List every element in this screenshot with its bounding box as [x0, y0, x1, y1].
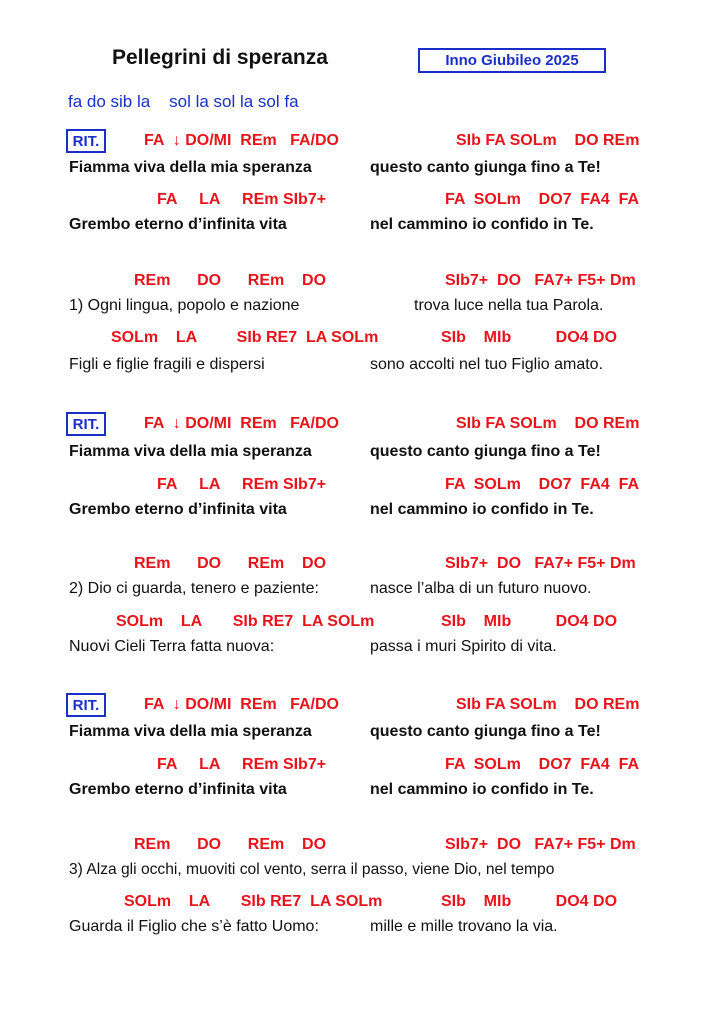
- refrain-label: RIT.: [66, 412, 106, 436]
- lyric-line: Grembo eterno d’infinita vita: [69, 781, 287, 798]
- lyric-line: Fiamma viva della mia speranza: [69, 723, 312, 740]
- chords-line: SIb7+ DO FA7+ F5+ Dm: [445, 555, 636, 572]
- lyric-line: sono accolti nel tuo Figlio amato.: [370, 356, 604, 373]
- chords-line: FA LA REm SIb7+: [157, 756, 327, 773]
- song-title: Pellegrini di speranza: [112, 46, 328, 69]
- chords-line: SIb7+ DO FA7+ F5+ Dm: [445, 272, 636, 289]
- chords-line: REm DO REm DO: [134, 272, 327, 289]
- lyric-line: 1) Ogni lingua, popolo e nazione: [69, 297, 300, 314]
- chords-line: FA LA REm SIb7+: [157, 191, 327, 208]
- lyric-line: Nuovi Cieli Terra fatta nuova:: [69, 638, 275, 655]
- intro-notes: fa do sib la sol la sol la sol fa: [68, 92, 299, 111]
- lyric-line: nel cammino io confido in Te.: [370, 216, 594, 233]
- lyric-line: mille e mille trovano la via.: [370, 918, 558, 935]
- chords-line: FA ↓ DO/MI REm FA/DO: [144, 415, 339, 432]
- lyric-line: trova luce nella tua Parola.: [414, 297, 604, 314]
- lyric-line: 3) Alza gli occhi, muoviti col vento, serra il passo, viene Dio, nel tempo: [69, 861, 555, 878]
- chords-line: SIb FA SOLm DO REm: [456, 696, 640, 713]
- chords-line: REm DO REm DO: [134, 836, 327, 853]
- chords-line: SOLm LA SIb RE7 LA SOLm: [116, 613, 375, 630]
- lyric-line: passa i muri Spirito di vita.: [370, 638, 557, 655]
- chords-line: FA ↓ DO/MI REm FA/DO: [144, 696, 339, 713]
- lyric-line: nel cammino io confido in Te.: [370, 781, 594, 798]
- lyric-line: questo canto giunga fino a Te!: [370, 443, 601, 460]
- lyric-line: Fiamma viva della mia speranza: [69, 443, 312, 460]
- chords-line: FA SOLm DO7 FA4 FA: [445, 191, 640, 208]
- refrain-label: RIT.: [66, 693, 106, 717]
- chords-line: SOLm LA SIb RE7 LA SOLm: [111, 329, 379, 346]
- chords-line: SIb MIb DO4 DO: [441, 329, 618, 346]
- chords-line: SIb MIb DO4 DO: [441, 613, 618, 630]
- lyric-line: 2) Dio ci guarda, tenero e paziente:: [69, 580, 319, 597]
- lyric-line: nel cammino io confido in Te.: [370, 501, 594, 518]
- lyric-line: Figli e figlie fragili e dispersi: [69, 356, 265, 373]
- lyric-line: questo canto giunga fino a Te!: [370, 723, 601, 740]
- chords-line: SIb7+ DO FA7+ F5+ Dm: [445, 836, 636, 853]
- lyric-line: Guarda il Figlio che s’è fatto Uomo:: [69, 918, 319, 935]
- lyric-line: nasce l’alba di un futuro nuovo.: [370, 580, 592, 597]
- chords-line: REm DO REm DO: [134, 555, 327, 572]
- chords-line: FA SOLm DO7 FA4 FA: [445, 476, 640, 493]
- chords-line: FA ↓ DO/MI REm FA/DO: [144, 132, 339, 149]
- chords-line: SIb FA SOLm DO REm: [456, 415, 640, 432]
- hymn-label-box: Inno Giubileo 2025: [418, 48, 606, 73]
- lyric-line: Grembo eterno d’infinita vita: [69, 501, 287, 518]
- lyric-line: Grembo eterno d’infinita vita: [69, 216, 287, 233]
- lyric-line: Fiamma viva della mia speranza: [69, 159, 312, 176]
- refrain-label: RIT.: [66, 129, 106, 153]
- chords-line: SIb MIb DO4 DO: [441, 893, 618, 910]
- chords-line: FA SOLm DO7 FA4 FA: [445, 756, 640, 773]
- lyric-line: questo canto giunga fino a Te!: [370, 159, 601, 176]
- chords-line: FA LA REm SIb7+: [157, 476, 327, 493]
- chords-line: SOLm LA SIb RE7 LA SOLm: [124, 893, 383, 910]
- chords-line: SIb FA SOLm DO REm: [456, 132, 640, 149]
